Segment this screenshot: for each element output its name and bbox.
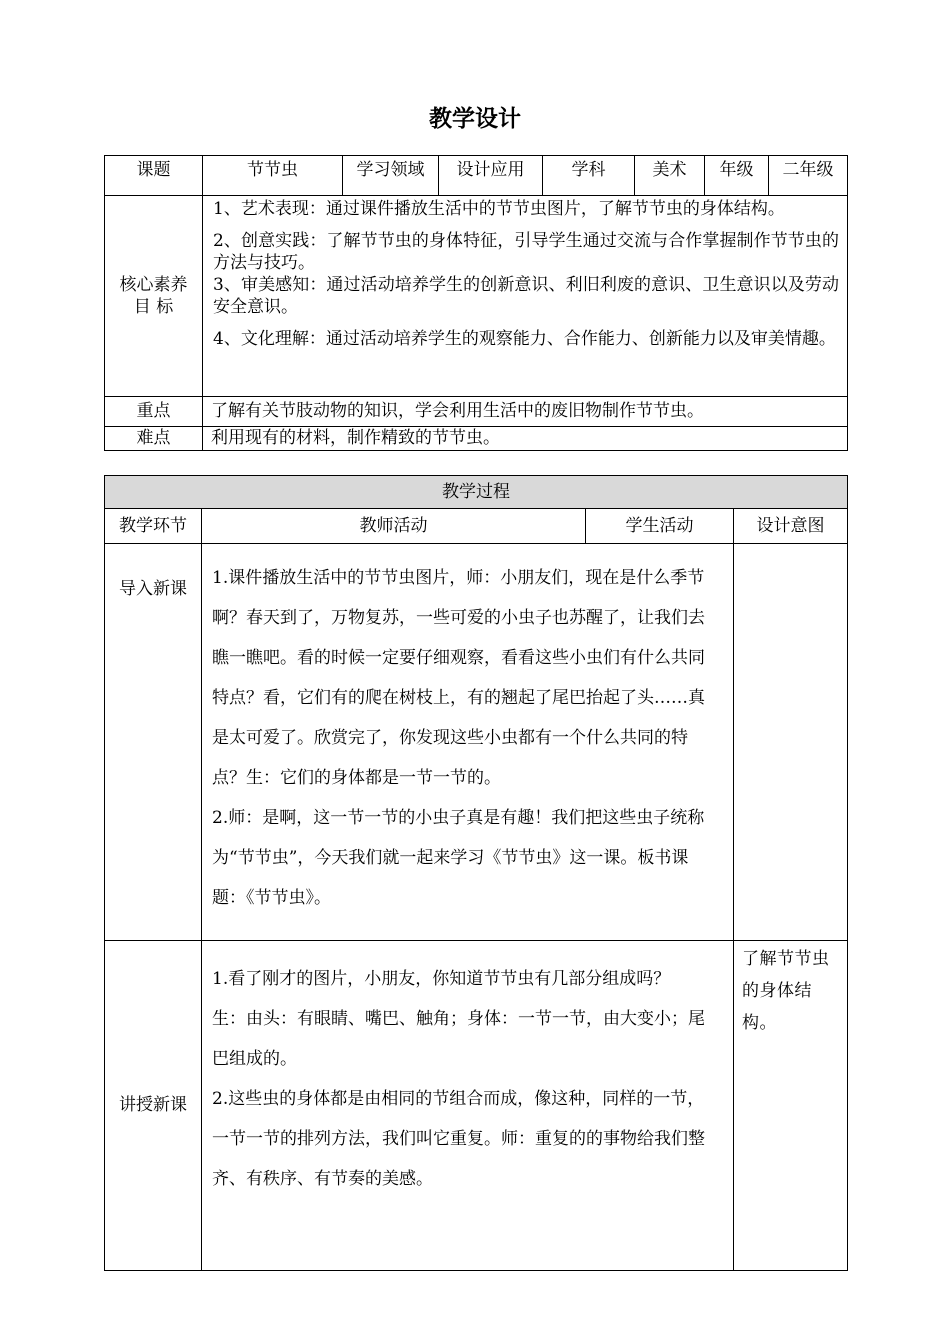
teacher-activity xyxy=(202,941,734,1271)
column-header-intent: 设计意图 xyxy=(734,509,848,544)
column-header-stage: 教学环节 xyxy=(105,509,202,544)
process-header-row xyxy=(105,476,848,509)
design-intent xyxy=(734,544,848,941)
teacher-paragraph: 生：由头：有眼睛、嘴巴、触角；身体：一节一节，由大变小；尾巴组成的。 xyxy=(212,1009,705,1069)
topic-value: 节节虫 xyxy=(203,156,343,196)
field-label: 学习领域 xyxy=(343,156,439,196)
teaching-process-table xyxy=(104,475,848,1271)
process-row xyxy=(105,544,848,941)
stage-new-lesson: 讲授新课 xyxy=(105,941,202,1271)
lesson-info-table xyxy=(104,155,848,451)
process-columns-row xyxy=(105,509,848,544)
column-header-student: 学生活动 xyxy=(586,509,734,544)
objectives-row xyxy=(105,196,848,397)
objective-item: 1、艺术表现：通过课件播放生活中的节节虫图片，了解节节虫的身体结构。 xyxy=(213,199,785,219)
objective-item: 3、审美感知：通过活动培养学生的创新意识、利旧利废的意识、卫生意识以及劳动安全意识。 xyxy=(213,275,839,318)
difficulty-label: 难点 xyxy=(105,427,203,451)
teacher-activity xyxy=(202,544,734,941)
subject-label: 学科 xyxy=(543,156,635,196)
teacher-paragraph: 2.这些虫的身体都是由相同的节组合而成，像这种，同样的一节，一节一节的排列方法，我们叫它重复。师：重复的的事物给我们整齐、有秩序、有节奏的美感。 xyxy=(212,1089,705,1189)
process-row xyxy=(105,941,848,1271)
teacher-paragraph: 2.师：是啊，这一节一节的小虫子真是有趣！我们把这些虫子统称为“节节虫”，今天我们就一起来学习《节节虫》这一课。板书课题：《节节虫》。 xyxy=(212,808,705,908)
subject-value: 美术 xyxy=(635,156,705,196)
key-point-label: 重点 xyxy=(105,397,203,427)
key-point-row xyxy=(105,397,848,427)
objectives-content xyxy=(203,196,848,397)
teacher-paragraph: 1.课件播放生活中的节节虫图片，师：小朋友们，现在是什么季节啊？春天到了，万物复苏，一些可爱的小虫子也苏醒了，让我们去瞧一瞧吧。看的时候一定要仔细观察，看看这些小虫们有什么共同特点？看，它们有的爬在树枝上，有的翘起了尾巴抬起了头……真是太可爱了。欣赏完了，你发现这些小虫都有一个什么共同的特点？生：它们的身体都是一节一节的。 xyxy=(212,568,705,788)
page-title: 教学设计 xyxy=(429,106,521,132)
key-point-text: 了解有关节肢动物的知识，学会利用生活中的废旧物制作节节虫。 xyxy=(203,397,848,427)
process-header: 教学过程 xyxy=(105,476,848,509)
column-header-teacher: 教师活动 xyxy=(202,509,586,544)
difficulty-text: 利用现有的材料，制作精致的节节虫。 xyxy=(203,427,848,451)
stage-intro: 导入新课 xyxy=(105,544,202,941)
field-value: 设计应用 xyxy=(439,156,543,196)
objective-item: 2、创意实践：了解节节虫的身体特征，引导学生通过交流与合作掌握制作节节虫的方法与技巧。 xyxy=(213,231,839,274)
teacher-paragraph: 1.看了刚才的图片，小朋友，你知道节节虫有几部分组成吗？ xyxy=(212,969,671,989)
objective-item: 4、文化理解：通过活动培养学生的观察能力、合作能力、创新能力以及审美情趣。 xyxy=(213,329,836,350)
objectives-label: 核心素养目 标 xyxy=(105,196,203,397)
design-intent: 了解节节虫的身体结构。 xyxy=(734,941,848,1271)
difficulty-row xyxy=(105,427,848,451)
grade-value: 二年级 xyxy=(769,156,848,196)
grade-label: 年级 xyxy=(705,156,769,196)
topic-label: 课题 xyxy=(105,156,203,196)
info-row xyxy=(105,156,848,196)
